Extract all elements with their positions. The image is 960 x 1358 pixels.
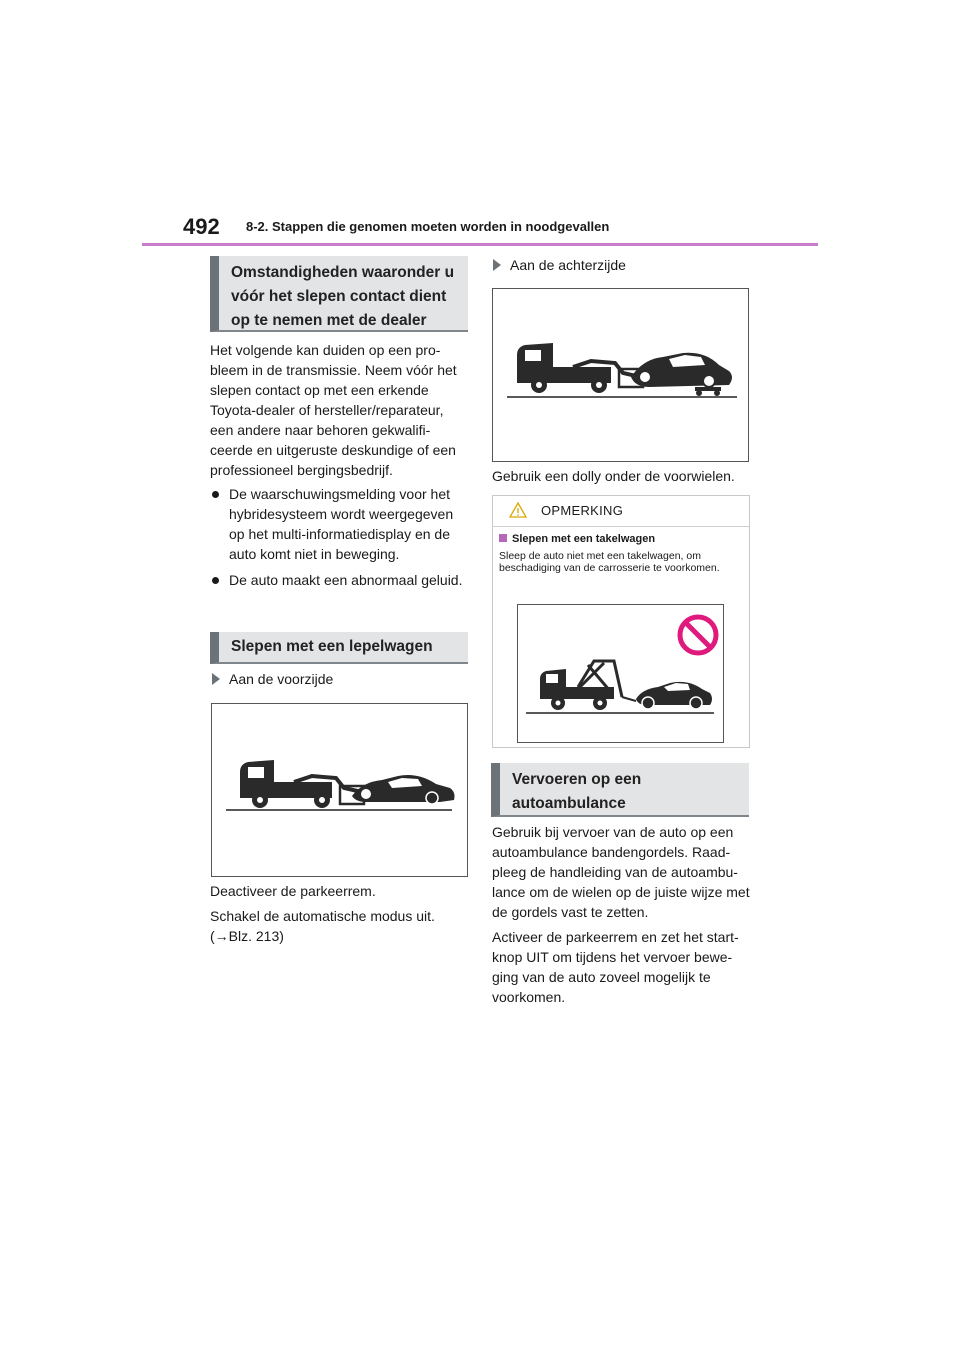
section-heading-text: Vervoeren op een autoambulance <box>512 771 642 812</box>
running-title: 8-2. Stappen die genomen moeten worden in noodgevallen <box>246 219 610 234</box>
notice-subtitle-text: Slepen met een takelwagen <box>512 533 656 545</box>
tow-front-illustration <box>212 704 467 876</box>
notice-body: Sleep de auto niet met een takelwagen, om beschadiging van de carrosserie te voorkomen. <box>499 550 720 574</box>
rear-caption: Gebruik een dolly onder de voorwielen. <box>492 468 735 484</box>
warning-triangle-icon <box>509 502 527 518</box>
list-item <box>212 570 468 590</box>
section-heading-wheel-lift <box>210 632 468 664</box>
header-rule <box>142 243 818 246</box>
page-number: 492 <box>183 214 220 239</box>
figure-front-tow <box>211 703 468 877</box>
front-subheading-text: Aan de voorzijde <box>229 671 334 687</box>
notice-header <box>493 496 749 527</box>
rear-subheading-text: Aan de achterzijde <box>510 257 626 273</box>
section-heading-dealer-contact <box>210 256 468 332</box>
notice-label: OPMERKING <box>541 503 624 518</box>
section-heading-text: Omstandigheden waaronder u vóór het slepen contact dient op te nemen met de dealer <box>231 264 455 329</box>
bullet-dot-icon <box>212 577 219 584</box>
prohibition-icon <box>680 617 716 653</box>
notice-box <box>492 495 750 748</box>
list-item <box>212 484 468 564</box>
rear-subheading <box>493 255 626 275</box>
notice-subtitle <box>499 533 655 545</box>
tow-rear-illustration <box>493 289 748 461</box>
section-heading-car-carrier <box>491 763 749 817</box>
triangle-marker-icon <box>212 673 220 685</box>
figure-rear-tow <box>492 288 749 462</box>
bullet-dot-icon <box>212 491 219 498</box>
tow-truck-illustration <box>518 605 723 742</box>
list-item-text: De auto maakt een abnormaal geluid. <box>229 572 463 588</box>
section-heading-text: Slepen met een lepelwagen <box>231 638 433 655</box>
front-instruction-2: Schakel de automatische modus uit. (→Blz. 213) <box>210 908 435 944</box>
intro-paragraph: Het volgende kan duiden op een pro-bleem in de transmissie. Neem vóór het slepen contact op met een erkende Toyota-dealer of hersteller/reparateur, een andere naar behoren gekwalifi-ceerde en uitgeruste deskundige of een professioneel bergingsbedrijf. <box>210 342 457 478</box>
carrier-paragraph-1: Gebruik bij vervoer van de auto op een autoambulance bandengordels. Raad-pleeg de handleiding van de autoambu-lance om de wielen op de juiste wijze met de gordels vast te zetten. <box>492 824 750 920</box>
triangle-marker-icon <box>493 259 501 271</box>
carrier-paragraph-2: Activeer de parkeerrem en zet het start-knop UIT om tijdens het vervoer bewe-ging van de auto zoveel mogelijk te voorkomen. <box>492 929 739 1005</box>
list-item-text: De waarschuwingsmelding voor het hybridesysteem wordt weergegeven op het multi-informatiedisplay en de auto komt niet in beweging. <box>229 486 454 562</box>
front-subheading <box>212 669 333 689</box>
figure-tow-truck-prohibited <box>517 604 724 743</box>
square-marker-icon <box>499 534 507 542</box>
front-instruction-1: Deactiveer de parkeerrem. <box>210 883 376 899</box>
